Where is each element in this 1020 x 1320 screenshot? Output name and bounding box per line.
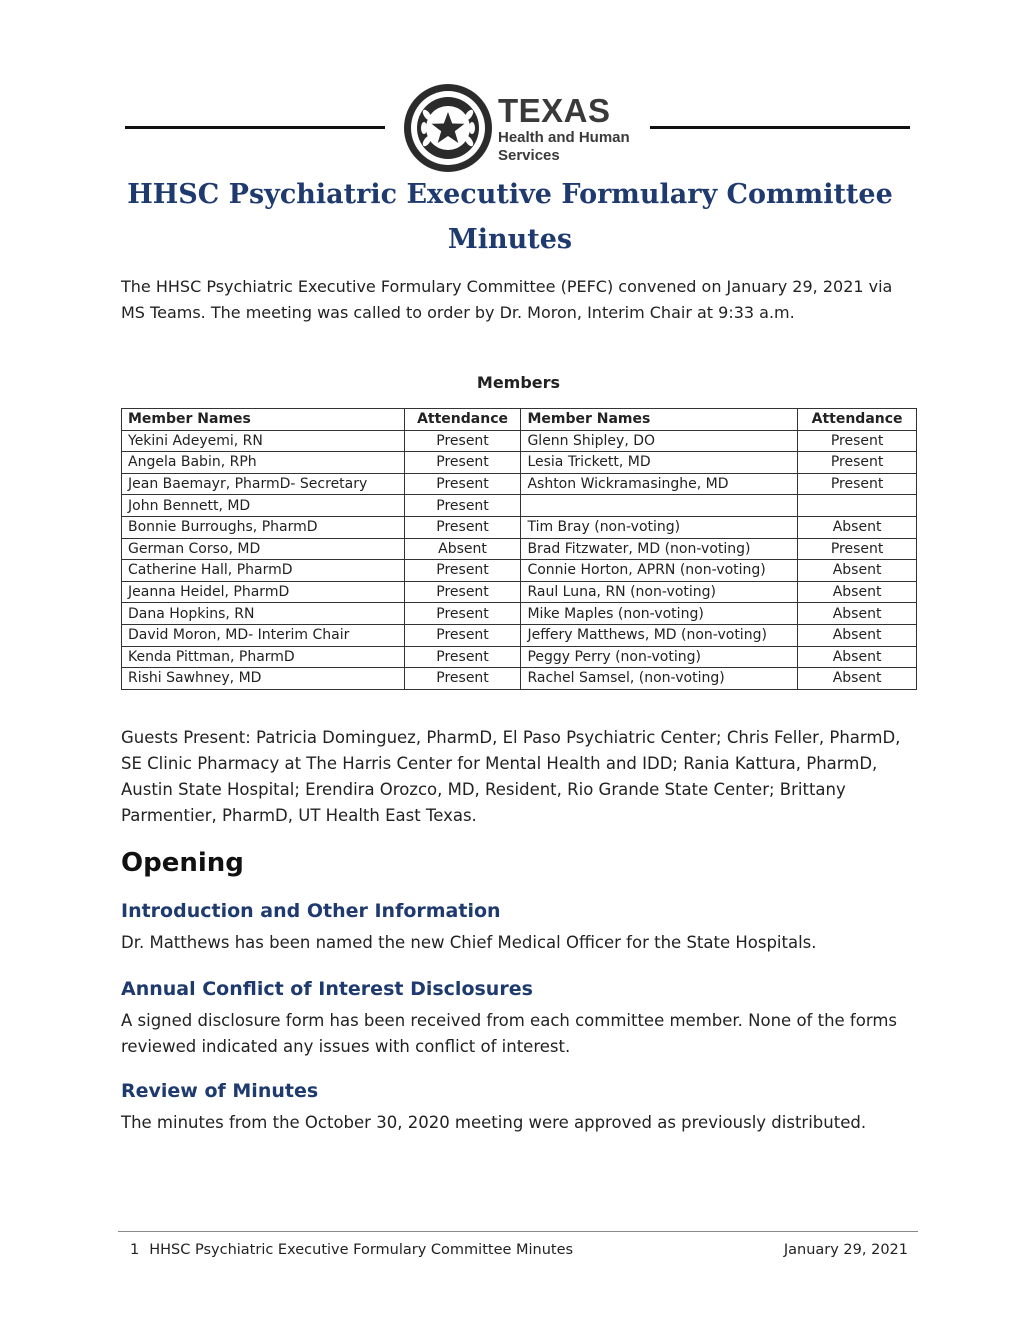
header	[0, 80, 1020, 175]
attendance-cell: Present	[404, 473, 521, 495]
member-name-cell: German Corso, MD	[122, 538, 405, 560]
header-rule-left	[125, 126, 385, 129]
member-name-cell: Peggy Perry (non-voting)	[521, 646, 798, 668]
member-name-cell	[521, 495, 798, 517]
footer-title	[130, 1242, 573, 1258]
member-name-cell: Yekini Adeyemi, RN	[122, 430, 405, 452]
table-row	[122, 495, 917, 517]
member-name-cell: Dana Hopkins, RN	[122, 603, 405, 625]
table-row	[122, 581, 917, 603]
member-name-cell: Connie Horton, APRN (non-voting)	[521, 560, 798, 582]
section-body-introduction: Dr. Matthews has been named the new Chief Medical Officer for the State Hospitals.	[121, 933, 817, 952]
attendance-cell: Absent	[798, 624, 917, 646]
texas-hhs-logo	[402, 82, 642, 174]
table-row	[122, 560, 917, 582]
attendance-cell: Present	[404, 560, 521, 582]
attendance-cell: Present	[404, 668, 521, 690]
column-header: Attendance	[798, 409, 917, 431]
logo-health-and-human: Health and Human	[498, 129, 630, 146]
attendance-cell: Absent	[404, 538, 521, 560]
table-header-row	[122, 409, 917, 431]
column-header: Member Names	[521, 409, 798, 431]
table-row	[122, 646, 917, 668]
attendance-cell: Present	[404, 430, 521, 452]
footer-divider	[118, 1231, 918, 1232]
member-name-cell: Kenda Pittman, PharmD	[122, 646, 405, 668]
page-number: 1	[130, 1242, 140, 1258]
guests-paragraph: Guests Present: Patricia Dominguez, PharmD, El Paso Psychiatric Center; Chris Feller, PharmD, SE Clinic Pharmacy at The Harris Center for Mental Health and IDD; Rania Kattura, PharmD, Austin State Hospital; Erendira Orozco, MD, Resident, Rio Grande State Center; Brittany Parmentier, PharmD, UT Health East Texas.	[121, 728, 901, 825]
attendance-cell: Absent	[798, 668, 917, 690]
members-table	[121, 408, 917, 690]
table-row	[122, 430, 917, 452]
table-row	[122, 452, 917, 474]
member-name-cell: Bonnie Burroughs, PharmD	[122, 516, 405, 538]
title-line-1: HHSC Psychiatric Executive Formulary Committee	[127, 179, 893, 210]
section-title-introduction: Introduction and Other Information	[121, 900, 501, 922]
footer-doc-title: HHSC Psychiatric Executive Formulary Committee Minutes	[149, 1242, 574, 1258]
table-row	[122, 538, 917, 560]
section-body-conflict-of-interest: A signed disclosure form has been received from each committee member. None of the forms reviewed indicated any issues with conflict of interest.	[121, 1011, 897, 1056]
member-name-cell: Jean Baemayr, PharmD- Secretary	[122, 473, 405, 495]
member-name-cell: John Bennett, MD	[122, 495, 405, 517]
table-row	[122, 473, 917, 495]
attendance-cell: Absent	[798, 603, 917, 625]
attendance-cell: Present	[404, 646, 521, 668]
member-name-cell: Angela Babin, RPh	[122, 452, 405, 474]
attendance-cell: Present	[798, 473, 917, 495]
attendance-cell: Present	[404, 452, 521, 474]
section-body-review-of-minutes: The minutes from the October 30, 2020 meeting were approved as previously distributed.	[121, 1113, 867, 1132]
member-name-cell: Raul Luna, RN (non-voting)	[521, 581, 798, 603]
attendance-cell: Absent	[798, 646, 917, 668]
column-header: Member Names	[122, 409, 405, 431]
members-heading: Members	[476, 373, 561, 392]
attendance-cell: Absent	[798, 560, 917, 582]
title-line-2: Minutes	[447, 224, 573, 255]
member-name-cell: Catherine Hall, PharmD	[122, 560, 405, 582]
attendance-cell: Present	[798, 452, 917, 474]
member-name-cell: Lesia Trickett, MD	[521, 452, 798, 474]
column-header: Attendance	[404, 409, 521, 431]
attendance-cell: Present	[798, 538, 917, 560]
header-rule-right	[650, 126, 910, 129]
attendance-cell: Present	[404, 581, 521, 603]
opening-heading: Opening	[121, 848, 244, 878]
section-title-conflict-of-interest: Annual Conflict of Interest Disclosures	[121, 978, 533, 1000]
member-name-cell: Jeanna Heidel, PharmD	[122, 581, 405, 603]
member-name-cell: Brad Fitzwater, MD (non-voting)	[521, 538, 798, 560]
member-name-cell: Mike Maples (non-voting)	[521, 603, 798, 625]
intro-paragraph: The HHSC Psychiatric Executive Formulary Committee (PEFC) convened on January 29, 2021 via MS Teams. The meeting was called to order by Dr. Moron, Interim Chair at 9:33 a.m.	[121, 277, 893, 322]
logo-services: Services	[498, 147, 560, 164]
member-name-cell: Rishi Sawhney, MD	[122, 668, 405, 690]
member-name-cell: Rachel Samsel, (non-voting)	[521, 668, 798, 690]
table-row	[122, 668, 917, 690]
member-name-cell: Glenn Shipley, DO	[521, 430, 798, 452]
attendance-cell: Present	[404, 516, 521, 538]
table-row	[122, 516, 917, 538]
member-name-cell: Tim Bray (non-voting)	[521, 516, 798, 538]
attendance-cell: Absent	[798, 516, 917, 538]
footer-date: January 29, 2021	[783, 1242, 908, 1258]
attendance-cell: Present	[404, 624, 521, 646]
attendance-cell: Present	[404, 495, 521, 517]
table-row	[122, 603, 917, 625]
member-name-cell: David Moron, MD- Interim Chair	[122, 624, 405, 646]
attendance-cell: Present	[404, 603, 521, 625]
table-row	[122, 624, 917, 646]
member-name-cell: Ashton Wickramasinghe, MD	[521, 473, 798, 495]
section-title-review-of-minutes: Review of Minutes	[121, 1080, 319, 1102]
texas-seal-icon	[402, 82, 494, 174]
page-title	[100, 172, 920, 262]
attendance-cell: Present	[798, 430, 917, 452]
attendance-cell	[798, 495, 917, 517]
logo-texas: TEXAS	[498, 92, 611, 129]
attendance-cell: Absent	[798, 581, 917, 603]
member-name-cell: Jeffery Matthews, MD (non-voting)	[521, 624, 798, 646]
